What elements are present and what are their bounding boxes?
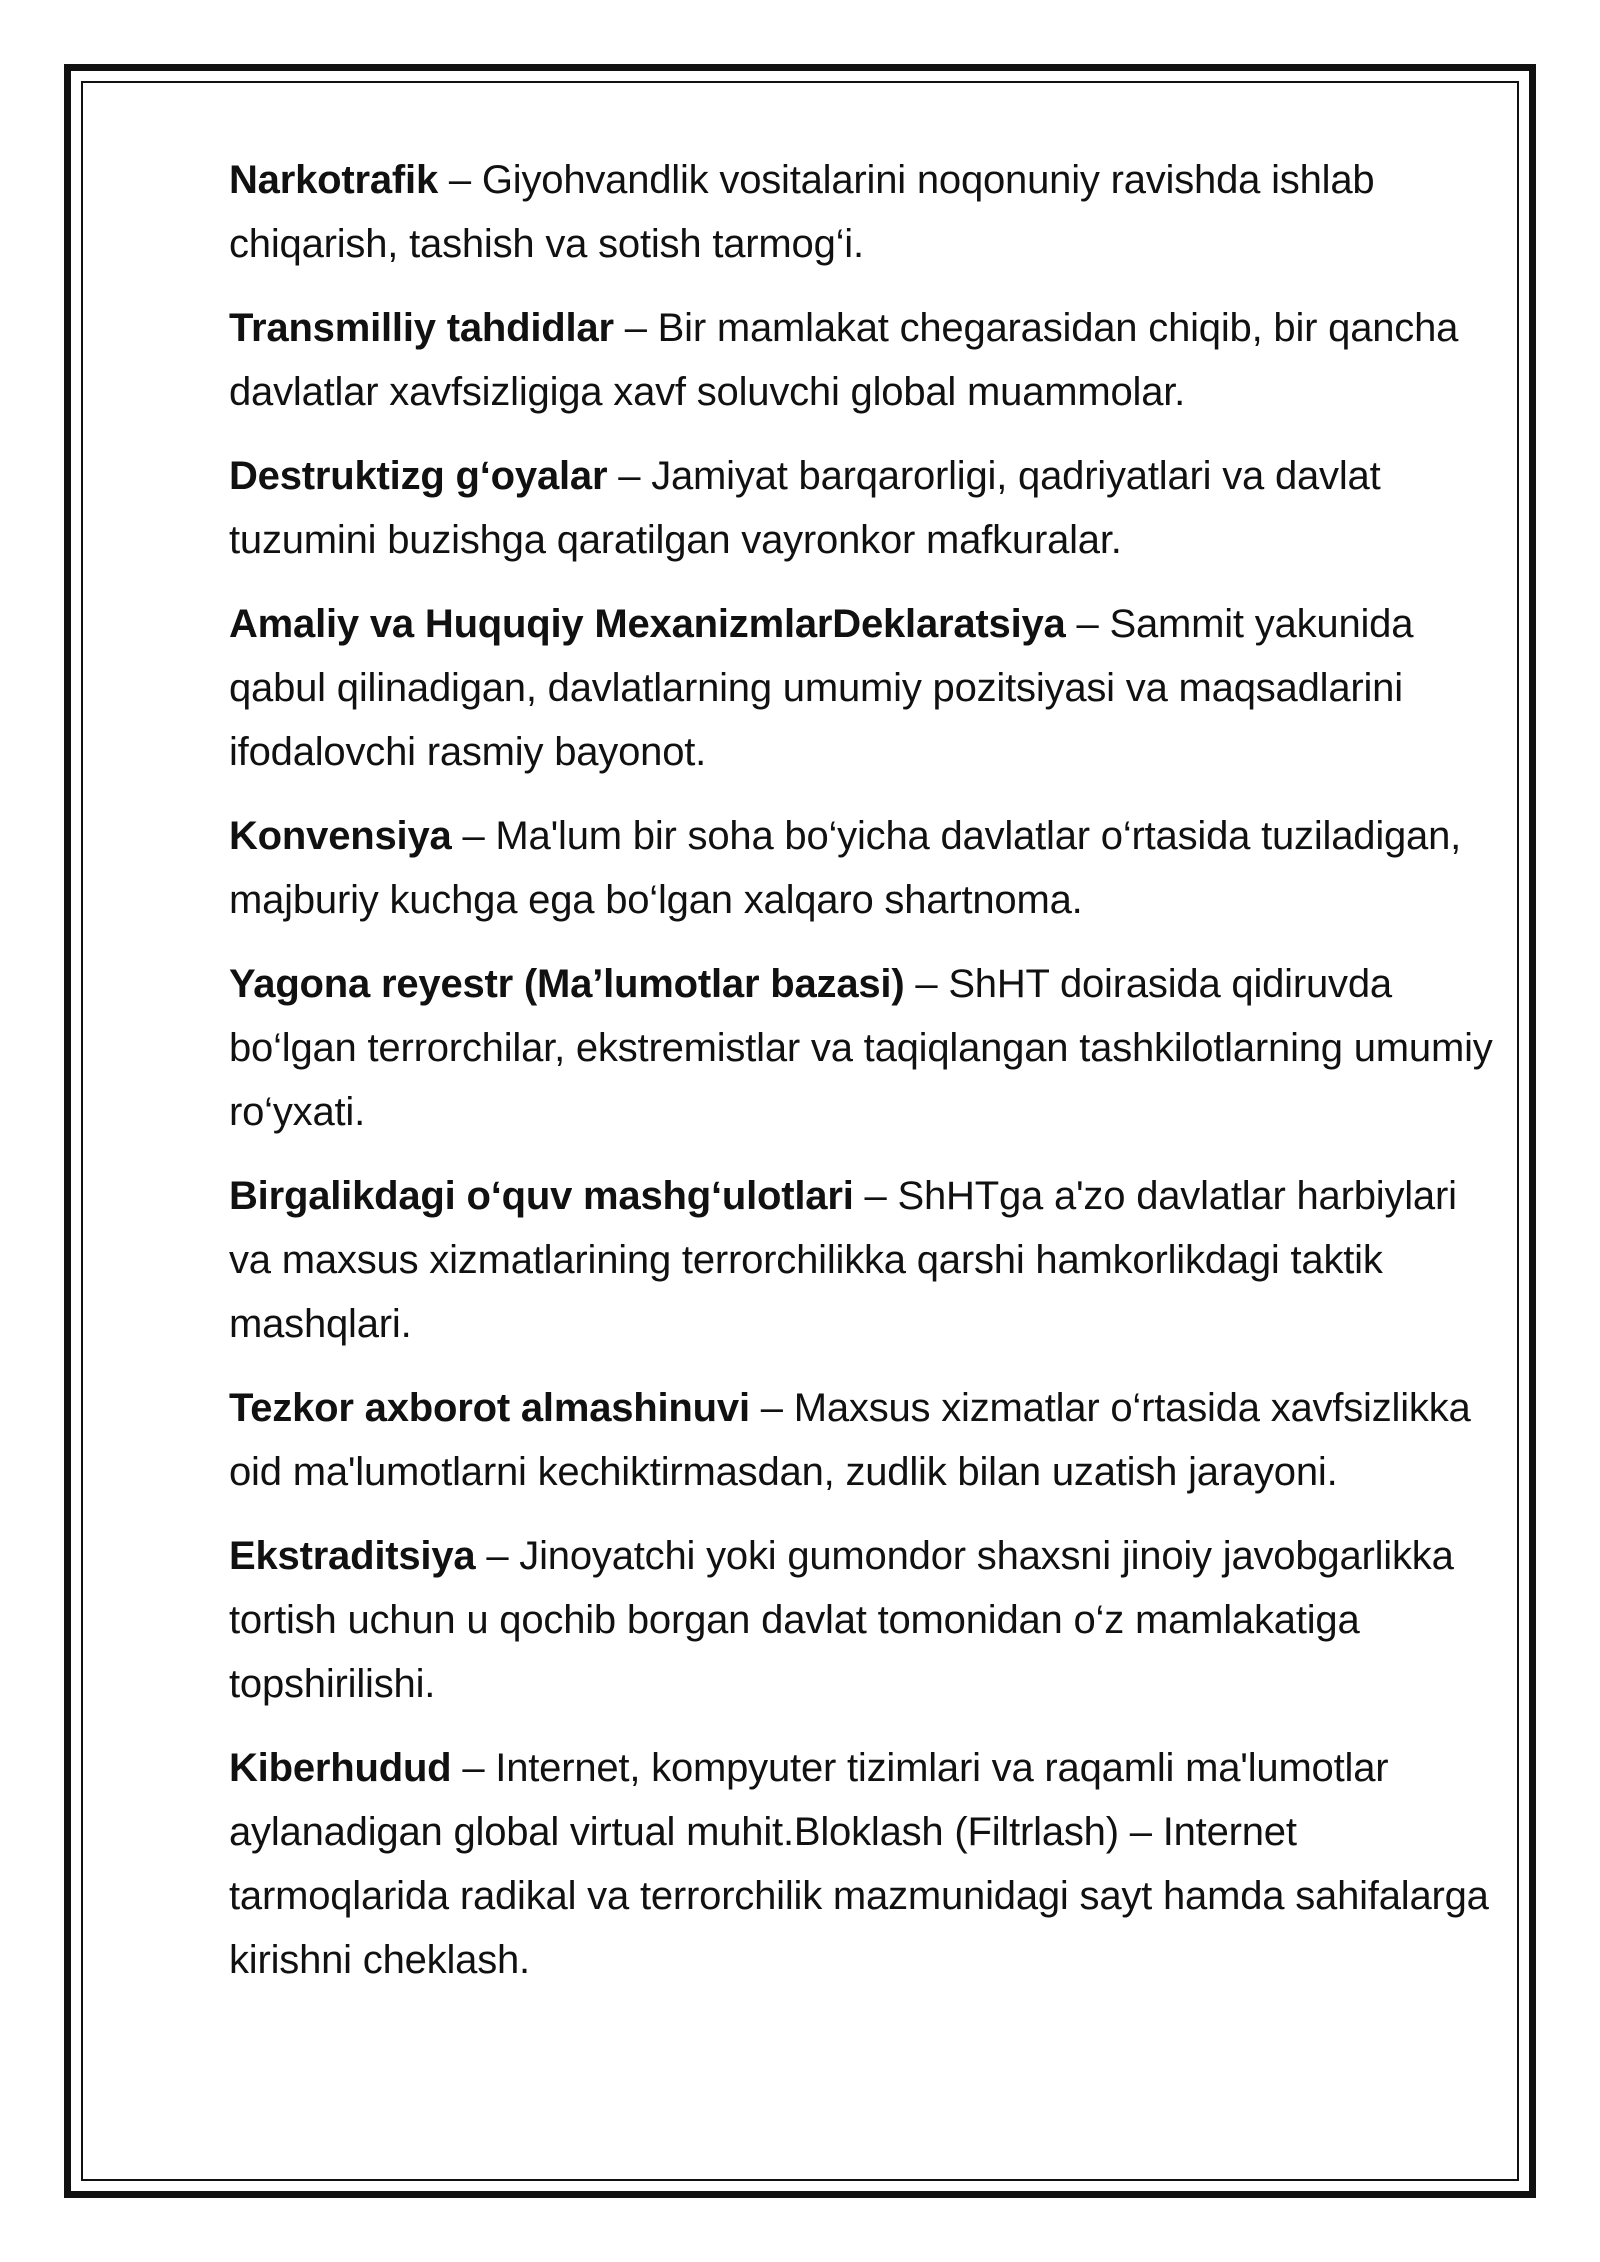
glossary-entry	[229, 1164, 1499, 1356]
glossary-entry	[229, 1736, 1499, 1992]
glossary-definition: – Jamiyat barqarorligi, qadriyatlari va davlat tuzumini buzishga qaratilgan vayronkor mafkuralar.	[229, 454, 1381, 562]
glossary-term: Birgalikdagi o‘quv mashg‘ulotlari	[229, 1174, 854, 1218]
glossary-definition: – ShHT doirasida qidiruvda bo‘lgan terrorchilar, ekstremistlar va taqiqlangan tashkilotlarning umumiy ro‘yxati.	[229, 962, 1493, 1134]
glossary-term: Narkotrafik	[229, 158, 438, 202]
glossary-term: Ekstraditsiya	[229, 1534, 476, 1578]
glossary-definition: – Maxsus xizmatlar o‘rtasida xavfsizlikka oid ma'lumotlarni kechiktirmasdan, zudlik bilan uzatish jarayoni.	[229, 1386, 1471, 1494]
glossary-term: Konvensiya	[229, 814, 452, 858]
glossary-entry	[229, 952, 1499, 1144]
glossary-term: Amaliy va Huquqiy MexanizmlarDeklaratsiya	[229, 602, 1066, 646]
glossary-definition: – Ma'lum bir soha bo‘yicha davlatlar o‘rtasida tuziladigan, majburiy kuchga ega bo‘lgan xalqaro shartnoma.	[229, 814, 1462, 922]
glossary-entry	[229, 1376, 1499, 1504]
glossary-entry	[229, 592, 1499, 784]
glossary-content	[229, 148, 1499, 2012]
glossary-term: Tezkor axborot almashinuvi	[229, 1386, 750, 1430]
glossary-term: Kiberhudud	[229, 1746, 452, 1790]
glossary-definition: – Giyohvandlik vositalarini noqonuniy ravishda ishlab chiqarish, tashish va sotish tarmog‘i.	[229, 158, 1375, 266]
glossary-definition: – Jinoyatchi yoki gumondor shaxsni jinoiy javobgarlikka tortish uchun u qochib borgan davlat tomonidan o‘z mamlakatiga topshirilishi.	[229, 1534, 1454, 1706]
glossary-entry	[229, 804, 1499, 932]
glossary-term: Destruktizg g‘oyalar	[229, 454, 608, 498]
glossary-definition: – Bir mamlakat chegarasidan chiqib, bir qancha davlatlar xavfsizligiga xavf soluvchi global muammolar.	[229, 306, 1459, 414]
glossary-term: Transmilliy tahdidlar	[229, 306, 614, 350]
glossary-definition: – Sammit yakunida qabul qilinadigan, davlatlarning umumiy pozitsiyasi va maqsadlarini ifodalovchi rasmiy bayonot.	[229, 602, 1414, 774]
glossary-entry	[229, 148, 1499, 276]
glossary-definition: – Internet, kompyuter tizimlari va raqamli ma'lumotlar aylanadigan global virtual muhit.Bloklash (Filtrlash) – Internet tarmoqlarida radikal va terrorchilik mazmunidagi sayt hamda sahifalarga kirishni cheklash.	[229, 1746, 1489, 1982]
glossary-entry	[229, 296, 1499, 424]
glossary-entry	[229, 444, 1499, 572]
glossary-definition: – ShHTga a'zo davlatlar harbiylari va maxsus xizmatlarining terrorchilikka qarshi hamkorlikdagi taktik mashqlari.	[229, 1174, 1457, 1346]
glossary-entry	[229, 1524, 1499, 1716]
glossary-term: Yagona reyestr (Ma’lumotlar bazasi)	[229, 962, 905, 1006]
